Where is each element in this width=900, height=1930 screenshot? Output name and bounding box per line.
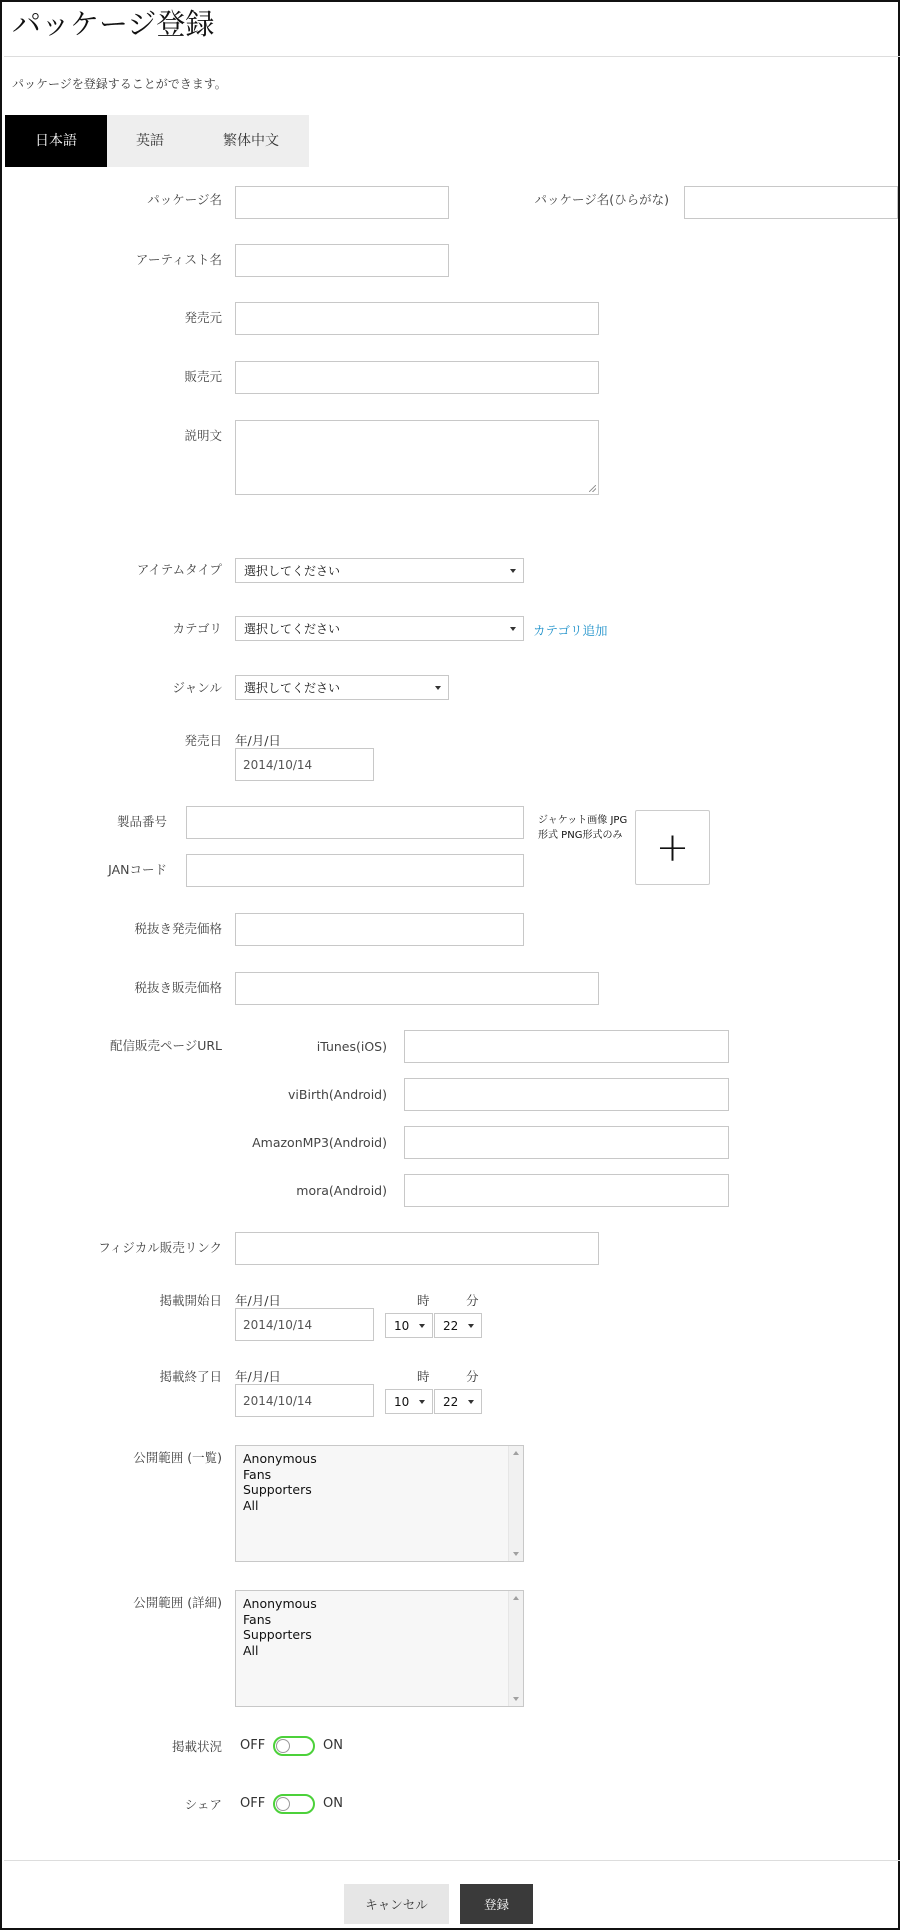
publish-status-off-label: OFF [240, 1738, 266, 1753]
jacket-image-label: ジャケット画像 JPG形式 PNG形式のみ [538, 815, 628, 841]
jan-code-label: JANコード [108, 862, 167, 877]
package-name-input[interactable] [235, 186, 449, 219]
product-number-label: 製品番号 [116, 814, 167, 829]
cancel-button[interactable]: キャンセル [344, 1884, 449, 1924]
publish-end-label: 掲載終了日 [159, 1369, 222, 1384]
add-category-link[interactable]: カテゴリ追加 [533, 623, 608, 638]
mora-url-input[interactable] [404, 1174, 729, 1207]
share-on-label: ON [323, 1796, 343, 1811]
scrollbar[interactable] [508, 1446, 523, 1561]
category-label: カテゴリ [172, 621, 222, 636]
publish-status-label: 掲載状況 [171, 1739, 222, 1754]
publish-start-minute-label: 分 [466, 1293, 479, 1308]
visibility-detail-listbox[interactable] [235, 1590, 524, 1707]
visibility-list-option[interactable]: All [243, 1497, 259, 1513]
scroll-up-icon[interactable] [513, 1596, 519, 1600]
publish-end-minute-select[interactable] [434, 1389, 482, 1414]
scroll-up-icon[interactable] [513, 1451, 519, 1455]
artist-name-input[interactable] [235, 244, 449, 277]
submit-button[interactable]: 登録 [460, 1884, 533, 1924]
publish-start-minute-select[interactable] [434, 1313, 482, 1338]
scroll-down-icon[interactable] [513, 1552, 519, 1556]
publish-end-hour-value: 10 [394, 1394, 410, 1409]
publish-start-hour-value: 10 [394, 1318, 410, 1333]
visibility-detail-option[interactable]: Fans [243, 1611, 272, 1627]
package-name-kana-label: パッケージ名(ひらがな) [534, 192, 669, 207]
publish-start-minute-value: 22 [443, 1318, 459, 1333]
chevron-down-icon [468, 1400, 474, 1404]
item-type-select[interactable] [235, 558, 524, 583]
vibirth-url-input[interactable] [404, 1078, 729, 1111]
visibility-detail-label: 公開範囲 (詳細) [133, 1595, 222, 1610]
publish-start-date-format: 年/月/日 [235, 1293, 281, 1308]
chevron-down-icon [435, 686, 441, 690]
publish-end-hour-label: 時 [417, 1369, 430, 1384]
price-excl-tax-sale-label: 税抜き販売価格 [134, 980, 222, 995]
page-description: パッケージを登録することができます。 [12, 77, 227, 91]
package-name-kana-input[interactable] [684, 186, 898, 219]
footer-divider [4, 1860, 900, 1861]
package-name-label: パッケージ名 [147, 192, 222, 207]
description-textarea[interactable] [235, 420, 599, 495]
price-excl-tax-release-label: 税抜き発売価格 [134, 921, 222, 936]
scroll-down-icon[interactable] [513, 1697, 519, 1701]
release-date-input[interactable]: 2014/10/14 [235, 748, 374, 781]
physical-link-label: フィジカル販売リンク [98, 1240, 222, 1255]
header-divider [4, 56, 900, 57]
category-select[interactable] [235, 616, 524, 641]
tab-english[interactable]: 英語 [136, 133, 164, 149]
publish-end-hour-select[interactable] [385, 1389, 433, 1414]
publish-end-minute-label: 分 [466, 1369, 479, 1384]
jan-code-input[interactable] [186, 854, 524, 887]
price-excl-tax-release-input[interactable] [235, 913, 524, 946]
itunes-label: iTunes(iOS) [316, 1039, 387, 1054]
visibility-list-option[interactable]: Supporters [243, 1482, 312, 1497]
distribution-url-label: 配信販売ページURL [109, 1038, 222, 1053]
item-type-value: 選択してください [244, 564, 341, 578]
price-excl-tax-sale-input[interactable] [235, 972, 599, 1005]
visibility-list-listbox[interactable] [235, 1445, 524, 1562]
vibirth-label: viBirth(Android) [288, 1087, 387, 1102]
artist-name-label: アーティスト名 [135, 252, 222, 267]
visibility-detail-option[interactable]: Anonymous [243, 1596, 317, 1611]
publish-start-date-input[interactable]: 2014/10/14 [235, 1308, 374, 1341]
tab-japanese[interactable]: 日本語 [5, 115, 107, 167]
scrollbar[interactable] [508, 1591, 523, 1706]
amazonmp3-url-input[interactable] [404, 1126, 729, 1159]
publisher-label: 発売元 [184, 310, 222, 325]
publish-start-label: 掲載開始日 [159, 1293, 222, 1308]
chevron-down-icon [510, 569, 516, 573]
category-value: 選択してください [244, 622, 341, 636]
visibility-list-option[interactable]: Anonymous [243, 1451, 317, 1466]
resize-grip-icon[interactable] [589, 485, 596, 492]
release-date-format: 年/月/日 [235, 733, 281, 748]
genre-label: ジャンル [172, 680, 222, 695]
publish-end-date-input[interactable]: 2014/10/14 [235, 1384, 374, 1417]
share-toggle[interactable] [273, 1794, 315, 1814]
genre-value: 選択してください [244, 681, 341, 695]
physical-link-input[interactable] [235, 1232, 599, 1265]
item-type-label: アイテムタイプ [136, 562, 222, 577]
publish-status-on-label: ON [323, 1738, 343, 1753]
amazonmp3-label: AmazonMP3(Android) [252, 1135, 387, 1150]
visibility-detail-option[interactable]: All [243, 1642, 259, 1658]
itunes-url-input[interactable] [404, 1030, 729, 1063]
visibility-list-option[interactable]: Fans [243, 1466, 272, 1482]
publisher-input[interactable] [235, 302, 599, 335]
distributor-label: 販売元 [184, 369, 222, 384]
chevron-down-icon [419, 1324, 425, 1328]
chevron-down-icon [419, 1400, 425, 1404]
jacket-image-upload-button[interactable] [635, 810, 710, 885]
toggle-knob [276, 1739, 290, 1753]
genre-select[interactable] [235, 675, 449, 700]
distributor-input[interactable] [235, 361, 599, 394]
chevron-down-icon [468, 1324, 474, 1328]
visibility-list-label: 公開範囲 (一覧) [133, 1450, 222, 1465]
publish-end-minute-value: 22 [443, 1394, 459, 1409]
description-label: 説明文 [184, 428, 222, 443]
tab-traditional-chinese[interactable]: 繁体中文 [223, 133, 279, 149]
plus-icon: + [655, 824, 690, 871]
chevron-down-icon [510, 627, 516, 631]
publish-start-hour-label: 時 [417, 1293, 430, 1308]
publish-end-date-format: 年/月/日 [235, 1369, 281, 1384]
publish-status-toggle[interactable] [273, 1736, 315, 1756]
product-number-input[interactable] [186, 806, 524, 839]
share-off-label: OFF [240, 1796, 266, 1811]
share-label: シェア [184, 1797, 222, 1812]
mora-label: mora(Android) [296, 1183, 387, 1198]
publish-start-hour-select[interactable] [385, 1313, 433, 1338]
toggle-knob [276, 1797, 290, 1811]
release-date-label: 発売日 [184, 733, 222, 748]
page-title: パッケージ登録 [12, 7, 215, 41]
language-tabs [5, 115, 309, 167]
visibility-detail-option[interactable]: Supporters [243, 1627, 312, 1642]
